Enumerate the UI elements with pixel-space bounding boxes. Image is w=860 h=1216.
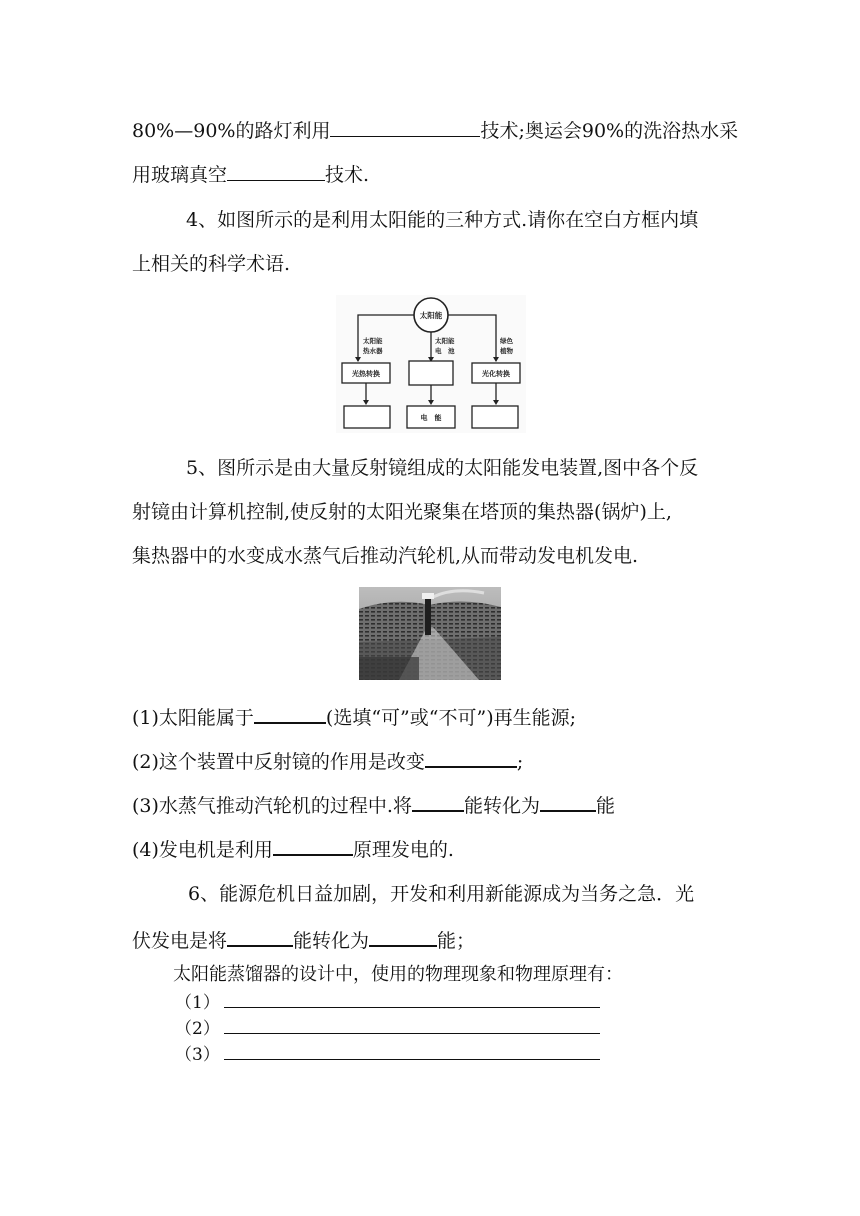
answer-blank[interactable] bbox=[330, 120, 480, 137]
answer-blank[interactable] bbox=[369, 929, 437, 947]
q6-item-label: （3） bbox=[175, 1045, 220, 1065]
q5-sub-4 bbox=[132, 838, 454, 860]
mid-branch-label-2: 电 池 bbox=[435, 347, 455, 355]
q5-sub-text: 原理发电的. bbox=[352, 839, 454, 861]
q5-sub-1 bbox=[132, 706, 576, 728]
q6-line-1: 6、能源危机日益加剧，开发和利用新能源成为当务之急．光 bbox=[188, 883, 695, 905]
q3-line-1 bbox=[132, 120, 738, 141]
q3-text: 技术. bbox=[325, 164, 370, 186]
q6-answer-line bbox=[175, 993, 600, 1012]
q3-text: 80%—90%的路灯利用 bbox=[132, 120, 331, 142]
q5-line-2: 射镜由计算机控制,使反射的太阳光聚集在塔顶的集热器(锅炉)上, bbox=[132, 501, 672, 523]
left-branch-label-1: 太阳能 bbox=[363, 337, 383, 345]
box-mid-bottom-label: 电 能 bbox=[420, 414, 442, 422]
answer-rule[interactable] bbox=[224, 1045, 600, 1060]
q6-line-2 bbox=[132, 929, 475, 951]
right-branch-label-1: 绿色 bbox=[500, 337, 513, 345]
q5-sub-2 bbox=[132, 750, 523, 772]
q4-line-2: 上相关的科学术语. bbox=[132, 253, 291, 275]
q5-sub-text: (3)水蒸气推动汽轮机的过程中.将 bbox=[132, 795, 412, 817]
answer-blank[interactable] bbox=[227, 929, 293, 947]
q5-sub-text: (1)太阳能属于 bbox=[132, 707, 254, 729]
q3-line-2 bbox=[132, 164, 369, 185]
answer-blank[interactable] bbox=[412, 794, 464, 812]
left-branch-label-2: 热水器 bbox=[363, 347, 383, 355]
q5-sub-text: 能 bbox=[595, 795, 615, 817]
q5-line-3: 集热器中的水变成水蒸气后推动汽轮机,从而带动发电机发电. bbox=[132, 545, 639, 567]
answer-blank[interactable] bbox=[425, 750, 517, 768]
q5-sub-text: 能转化为 bbox=[463, 795, 540, 817]
answer-rule[interactable] bbox=[224, 993, 600, 1008]
mid-branch-label-1: 太阳能 bbox=[435, 337, 455, 345]
solar-tower-photo bbox=[359, 587, 501, 680]
q4-line-1: 4、如图所示的是利用太阳能的三种方式.请你在空白方框内填 bbox=[186, 209, 699, 231]
q6-item-label: （1） bbox=[175, 993, 220, 1013]
q3-text: 技术;奥运会90%的洗浴热水采 bbox=[480, 120, 739, 142]
answer-blank[interactable] bbox=[254, 706, 326, 724]
right-branch-label-2: 植物 bbox=[500, 347, 513, 355]
q6-item-label: （2） bbox=[175, 1019, 220, 1039]
q6-text: 能； bbox=[437, 930, 476, 952]
box-right-top-label: 光化转换 bbox=[482, 370, 510, 378]
q6-text: 伏发电是将 bbox=[132, 930, 228, 952]
box-left-bottom bbox=[344, 406, 390, 428]
answer-blank[interactable] bbox=[273, 838, 353, 856]
center-label: 太阳能 bbox=[419, 311, 443, 320]
answer-rule[interactable] bbox=[224, 1019, 600, 1034]
q5-sub-text: (4)发电机是利用 bbox=[132, 839, 273, 861]
box-left-top-label: 光热转换 bbox=[352, 370, 380, 378]
answer-blank[interactable] bbox=[540, 794, 596, 812]
q5-sub-text: (选填“可”或“不可”)再生能源; bbox=[325, 707, 577, 729]
q5-sub-text: (2)这个装置中反射镜的作用是改变 bbox=[132, 751, 425, 773]
q5-sub-3 bbox=[132, 794, 615, 816]
q6-line-3: 太阳能蒸馏器的设计中，使用的物理现象和物理原理有： bbox=[173, 964, 623, 985]
q6-answer-line bbox=[175, 1019, 600, 1038]
q5-line-1: 5、图所示是由大量反射镜组成的太阳能发电装置,图中各个反 bbox=[186, 457, 699, 479]
q5-sub-text: ; bbox=[516, 751, 524, 773]
q6-text: 能转化为 bbox=[293, 930, 370, 952]
box-right-bottom bbox=[472, 406, 518, 428]
solar-energy-diagram bbox=[336, 295, 526, 433]
q3-text: 用玻璃真空 bbox=[132, 164, 228, 186]
box-mid-top bbox=[409, 361, 453, 385]
q6-answer-line bbox=[175, 1045, 600, 1064]
answer-blank[interactable] bbox=[227, 164, 325, 181]
